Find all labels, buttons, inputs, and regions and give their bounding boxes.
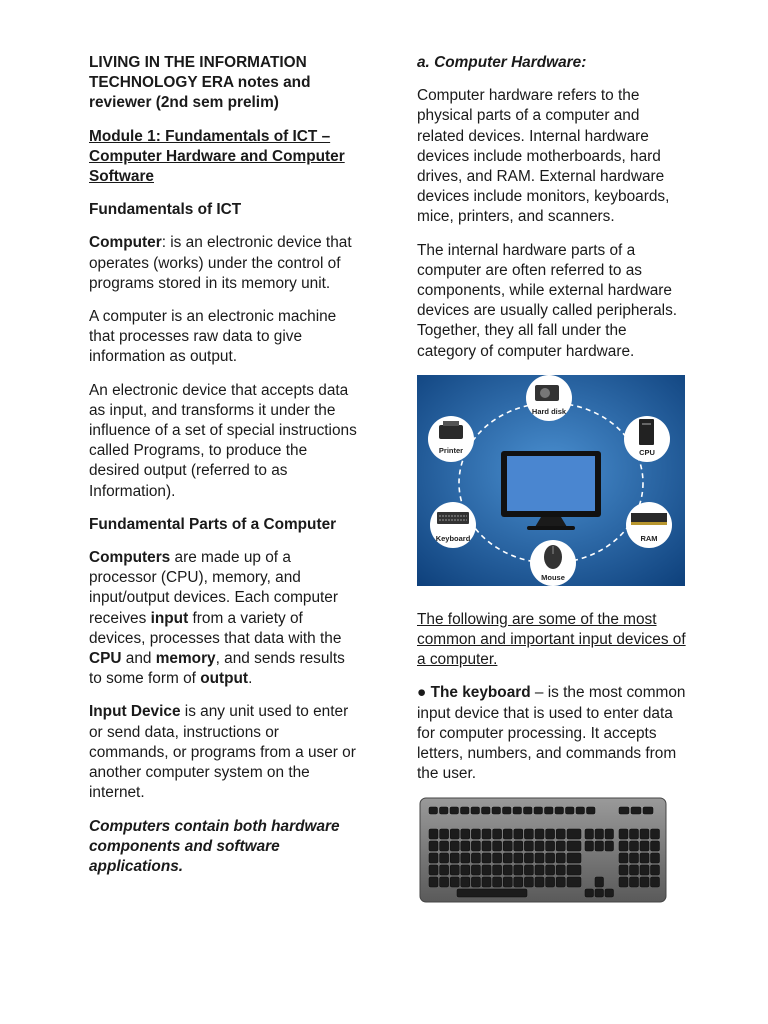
key xyxy=(482,853,491,863)
key xyxy=(566,807,575,814)
key xyxy=(440,807,449,814)
key xyxy=(556,841,565,851)
key xyxy=(429,853,438,863)
section-heading-parts: Fundamental Parts of a Computer xyxy=(89,515,337,533)
term-memory: memory xyxy=(155,650,216,668)
key xyxy=(429,865,438,875)
key xyxy=(619,877,628,887)
hardware-diagram-svg xyxy=(417,375,685,586)
text-segment: are made up of a processor (CPU), memory, and input/output devices. Each computer receives xyxy=(89,549,338,627)
key xyxy=(450,865,459,875)
key xyxy=(630,829,639,839)
bullet: ● xyxy=(417,684,427,702)
key xyxy=(514,865,523,875)
key xyxy=(630,841,639,851)
key xyxy=(471,877,480,887)
key xyxy=(503,877,512,887)
key xyxy=(493,841,502,851)
key xyxy=(524,877,533,887)
key xyxy=(429,877,438,887)
key xyxy=(651,829,660,839)
key xyxy=(524,853,533,863)
key xyxy=(640,841,649,851)
term-input: input xyxy=(150,609,189,627)
text-segment: . xyxy=(248,670,253,688)
key xyxy=(461,877,470,887)
key xyxy=(535,877,544,887)
document-title: LIVING IN THE INFORMATION TECHNOLOGY ERA notes and reviewer (2nd sem prelim) xyxy=(89,54,311,112)
key xyxy=(471,865,480,875)
key xyxy=(429,841,438,851)
key xyxy=(556,865,565,875)
paragraph-computer-definition xyxy=(89,233,357,294)
keyboard-image xyxy=(419,797,667,903)
key xyxy=(585,829,594,839)
key xyxy=(450,829,459,839)
key xyxy=(567,877,581,887)
cpu-tower-icon xyxy=(639,419,654,445)
key xyxy=(631,807,641,814)
key xyxy=(619,807,629,814)
key xyxy=(640,829,649,839)
key xyxy=(440,877,449,887)
paragraph-computer-parts xyxy=(89,548,357,689)
label-ram: RAM xyxy=(640,533,658,543)
key xyxy=(567,865,581,875)
key xyxy=(514,841,523,851)
key xyxy=(546,865,555,875)
key xyxy=(630,853,639,863)
ram-node xyxy=(626,502,672,548)
left-column xyxy=(89,53,357,890)
key xyxy=(576,807,585,814)
key xyxy=(555,807,564,814)
keyboard-small-icon xyxy=(437,512,469,524)
paragraph-input-device xyxy=(89,702,357,803)
key xyxy=(514,877,523,887)
cpu-node xyxy=(624,416,670,462)
key xyxy=(514,853,523,863)
key xyxy=(546,841,555,851)
key xyxy=(567,841,581,851)
term-keyboard: The keyboard xyxy=(430,684,531,702)
hard-disk-node xyxy=(526,375,572,421)
key xyxy=(546,853,555,863)
definition-text: is any unit used to enter or send data, instructions or commands, or programs from a user or another computer system on the internet. xyxy=(89,703,356,802)
ram-stick-icon xyxy=(631,513,667,522)
key xyxy=(450,853,459,863)
key xyxy=(493,877,502,887)
key xyxy=(595,841,604,851)
paragraph-internal-external: The internal hardware parts of a computer are often referred to as components, while external hardware devices are usually called peripherals. Together, they all fall under the category of computer hardware. xyxy=(417,241,678,360)
key xyxy=(595,829,604,839)
key xyxy=(651,853,660,863)
key xyxy=(482,865,491,875)
right-column xyxy=(417,53,689,903)
key xyxy=(450,841,459,851)
key xyxy=(546,829,555,839)
key xyxy=(567,829,581,839)
key xyxy=(640,877,649,887)
key xyxy=(524,841,533,851)
key xyxy=(535,841,544,851)
key xyxy=(503,841,512,851)
key xyxy=(535,829,544,839)
key xyxy=(605,841,614,851)
key xyxy=(640,853,649,863)
key xyxy=(556,877,565,887)
key xyxy=(524,829,533,839)
key xyxy=(651,865,660,875)
key xyxy=(643,807,653,814)
text-segment: , and sends results to some form of xyxy=(89,650,345,688)
key xyxy=(556,853,565,863)
paragraph-input-devices-intro: The following are some of the most common and important input devices of a computer. xyxy=(417,610,686,669)
key xyxy=(461,807,470,814)
key xyxy=(503,853,512,863)
key xyxy=(619,865,628,875)
key xyxy=(546,877,555,887)
key xyxy=(619,829,628,839)
key xyxy=(429,829,438,839)
key xyxy=(524,807,533,814)
key xyxy=(535,865,544,875)
key xyxy=(595,877,604,887)
closing-statement: Computers contain both hardware components and software applications. xyxy=(89,817,340,875)
key xyxy=(619,841,628,851)
key xyxy=(457,889,527,897)
label-cpu: CPU xyxy=(639,447,655,457)
term-input-device: Input Device xyxy=(89,703,181,721)
key xyxy=(567,853,581,863)
printer-node xyxy=(428,416,474,462)
term-computers: Computers xyxy=(89,549,171,567)
label-mouse: Mouse xyxy=(541,572,565,582)
key xyxy=(651,877,660,887)
mouse-node xyxy=(530,540,576,586)
key xyxy=(630,877,639,887)
key xyxy=(492,807,501,814)
key xyxy=(587,807,596,814)
key xyxy=(440,853,449,863)
term-output: output xyxy=(200,670,249,688)
key xyxy=(471,841,480,851)
label-hard-disk: Hard disk xyxy=(531,406,567,416)
key xyxy=(440,865,449,875)
paragraph-hardware-definition: Computer hardware refers to the physical parts of a computer and related devices. Internal hardware devices include motherboards, hard drives, and RAM. External hardware devices include monitors, keyboards, mice, printers, and scanners. xyxy=(417,87,670,226)
paragraph-electronic-device: An electronic device that accepts data as input, and transforms it under the influence of a set of special instructions called Programs, to produce the desired output (referred to as Information). xyxy=(89,381,357,500)
key xyxy=(545,807,554,814)
definition-text: – is the most common input device that is used to enter data for computer processing. It accepts letters, numbers, and commands from the user. xyxy=(417,684,686,783)
key xyxy=(461,841,470,851)
label-printer: Printer xyxy=(438,445,464,455)
key xyxy=(556,829,565,839)
key xyxy=(605,829,614,839)
key xyxy=(493,865,502,875)
key xyxy=(651,841,660,851)
key xyxy=(440,841,449,851)
label-keyboard: Keyboard xyxy=(435,533,471,543)
key xyxy=(471,829,480,839)
key xyxy=(630,865,639,875)
key xyxy=(619,853,628,863)
key xyxy=(513,807,522,814)
key xyxy=(524,865,533,875)
keyboard-node xyxy=(430,502,476,548)
list-item-keyboard xyxy=(417,683,689,784)
key xyxy=(503,829,512,839)
key xyxy=(640,865,649,875)
text-segment: and xyxy=(121,650,156,668)
key xyxy=(482,877,491,887)
key xyxy=(461,853,470,863)
text-segment: from a variety of devices, processes that data with the xyxy=(89,609,342,647)
key xyxy=(535,853,544,863)
key xyxy=(461,829,470,839)
key xyxy=(585,889,594,897)
keyboard-svg xyxy=(419,797,667,903)
definition-text: : is an electronic device that operates (works) under the control of programs stored in its memory unit. xyxy=(89,234,352,292)
key xyxy=(503,865,512,875)
key xyxy=(493,829,502,839)
term-cpu: CPU xyxy=(89,650,122,668)
module-heading: Module 1: Fundamentals of ICT – Computer Hardware and Computer Software xyxy=(89,127,345,186)
key xyxy=(450,807,459,814)
key xyxy=(605,889,614,897)
key xyxy=(471,807,480,814)
key xyxy=(482,829,491,839)
section-heading-fundamentals: Fundamentals of ICT xyxy=(89,201,242,219)
key xyxy=(440,829,449,839)
key xyxy=(534,807,543,814)
key xyxy=(493,853,502,863)
key xyxy=(482,807,491,814)
key xyxy=(482,841,491,851)
key xyxy=(450,877,459,887)
key xyxy=(503,807,512,814)
key xyxy=(595,889,604,897)
section-heading-hardware: a. Computer Hardware: xyxy=(417,54,587,71)
key xyxy=(461,865,470,875)
key xyxy=(429,807,438,814)
paragraph-electronic-machine: A computer is an electronic machine that processes raw data to give information as output. xyxy=(89,308,337,366)
key xyxy=(585,841,594,851)
key xyxy=(514,829,523,839)
key xyxy=(471,853,480,863)
term-computer: Computer xyxy=(89,234,162,252)
printer-icon xyxy=(439,425,463,439)
hardware-diagram xyxy=(417,375,685,586)
